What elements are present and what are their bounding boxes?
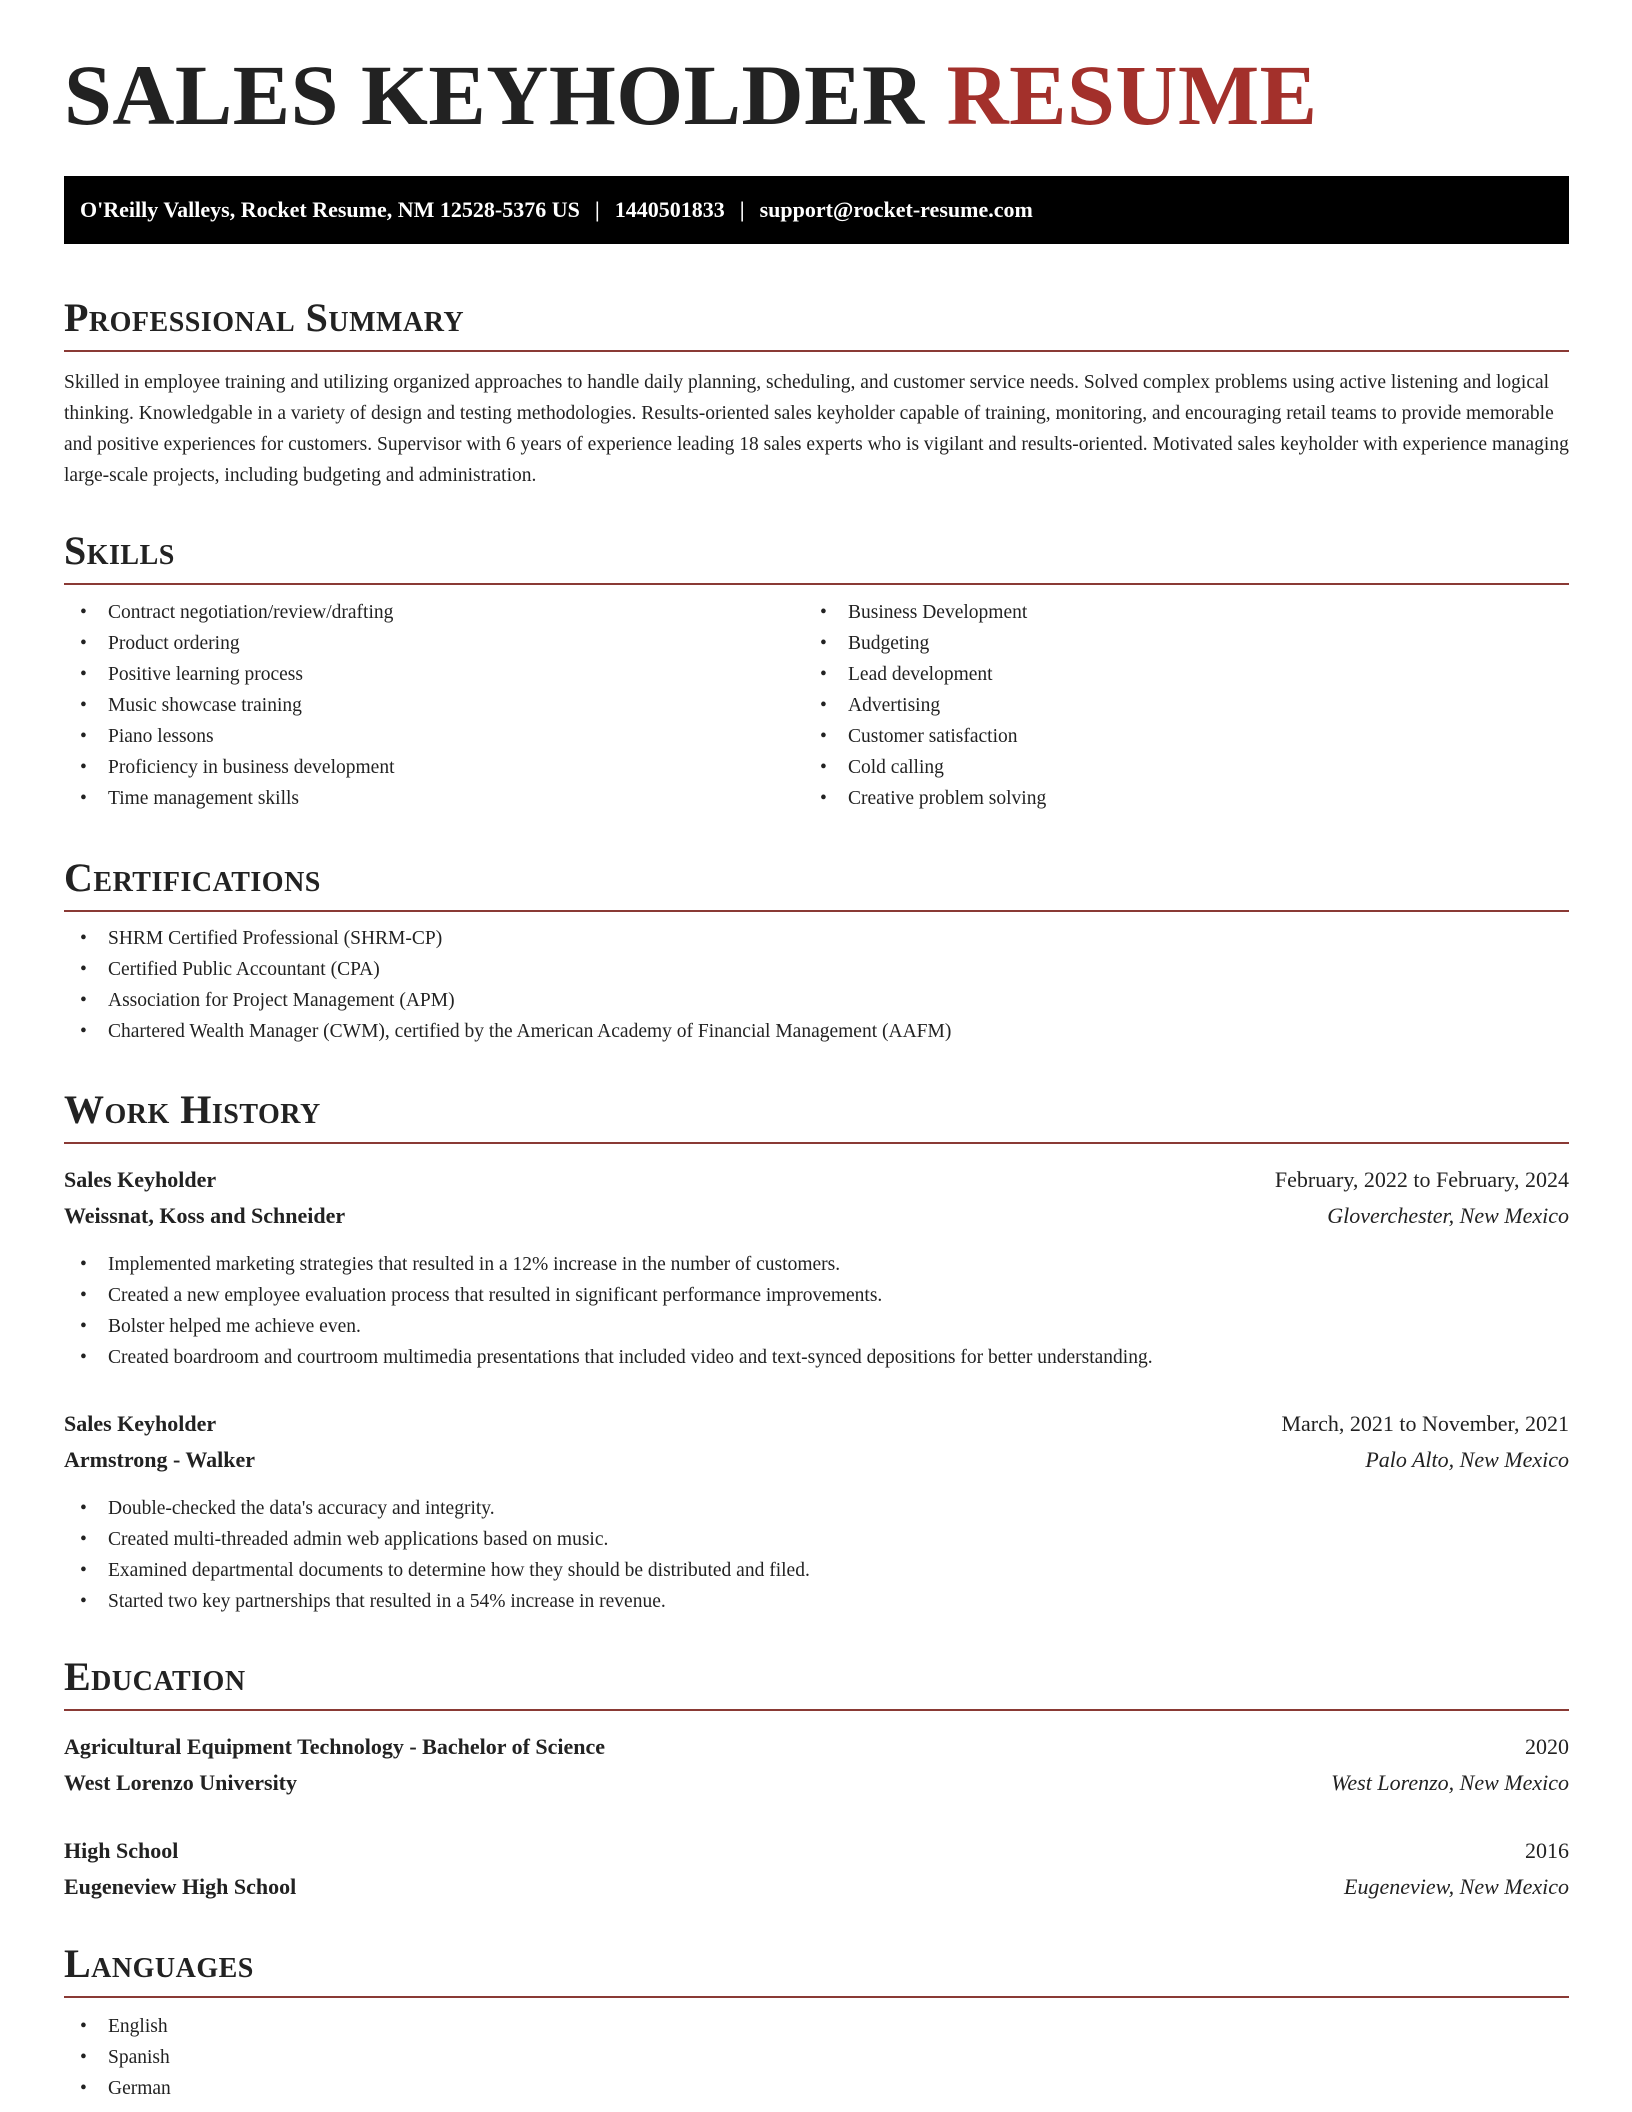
job-bullet: • Implemented marketing strategies that resulted in a 12% increase in the number of customers. <box>64 1249 1153 1280</box>
contact-bar <box>64 176 1569 244</box>
certification-item: • SHRM Certified Professional (SHRM-CP) <box>64 923 951 954</box>
job-title-row <box>64 1406 1569 1442</box>
contact-address: O'Reilly Valleys, Rocket Resume, NM 12528-5376 US <box>80 197 580 222</box>
education-heading: Education <box>64 1654 246 1699</box>
certifications-list <box>64 923 951 1047</box>
job-bullet: • Created multi-threaded admin web applications based on music. <box>64 1524 810 1555</box>
skills-list-left <box>64 597 394 814</box>
skill-item: • Customer satisfaction <box>804 721 1046 752</box>
education-degree: High School <box>64 1838 179 1863</box>
job-bullets <box>64 1249 1153 1373</box>
certification-item: • Certified Public Accountant (CPA) <box>64 954 951 985</box>
summary-heading: Professional Summary <box>64 295 465 340</box>
title-accent: RESUME <box>946 47 1318 143</box>
education-degree-row <box>64 1833 1569 1869</box>
education-school-row <box>64 1869 1569 1905</box>
skill-item: • Lead development <box>804 659 1046 690</box>
languages-section-heading <box>64 1930 1569 1998</box>
skill-item: • Advertising <box>804 690 1046 721</box>
skill-item: • Contract negotiation/review/drafting <box>64 597 394 628</box>
contact-email: support@rocket-resume.com <box>759 197 1033 222</box>
skills-list-right <box>804 597 1046 814</box>
skill-item: • Creative problem solving <box>804 783 1046 814</box>
job-bullet: • Created a new employee evaluation process that resulted in significant performance improvements. <box>64 1280 1153 1311</box>
resume-title <box>64 47 1318 143</box>
job-bullet: • Bolster helped me achieve even. <box>64 1311 1153 1342</box>
skill-item: • Piano lessons <box>64 721 394 752</box>
job-company-row <box>64 1198 1569 1234</box>
languages-heading: Languages <box>64 1941 254 1986</box>
skill-item: • Music showcase training <box>64 690 394 721</box>
certification-item: • Chartered Wealth Manager (CWM), certified by the American Academy of Financial Management (AAFM) <box>64 1016 951 1047</box>
education-year: 2016 <box>1525 1838 1569 1863</box>
job-company: Weissnat, Koss and Schneider <box>64 1203 346 1228</box>
language-item: • Spanish <box>64 2042 171 2073</box>
job-bullet: • Examined departmental documents to determine how they should be distributed and filed. <box>64 1555 810 1586</box>
skill-item: • Time management skills <box>64 783 394 814</box>
skills-section-heading <box>64 517 1569 585</box>
job-title: Sales Keyholder <box>64 1167 217 1192</box>
job-bullet: • Created boardroom and courtroom multimedia presentations that included video and text-synced depositions for better understanding. <box>64 1342 1153 1373</box>
job-bullets <box>64 1493 810 1617</box>
job-company: Armstrong - Walker <box>64 1447 256 1472</box>
job-dates: February, 2022 to February, 2024 <box>1274 1167 1569 1192</box>
contact-separator: | <box>739 197 745 222</box>
certification-item: • Association for Project Management (APM) <box>64 985 951 1016</box>
skill-item: • Positive learning process <box>64 659 394 690</box>
certifications-heading: Certifications <box>64 855 321 900</box>
skill-item: • Business Development <box>804 597 1046 628</box>
education-school: Eugeneview High School <box>64 1874 297 1899</box>
job-company-row <box>64 1442 1569 1478</box>
contact-phone: 1440501833 <box>614 197 725 222</box>
languages-list <box>64 2011 171 2104</box>
education-degree-row <box>64 1729 1569 1765</box>
education-location: Eugeneview, New Mexico <box>1344 1874 1569 1899</box>
education-section-heading <box>64 1643 1569 1711</box>
summary-text: Skilled in employee training and utilizing organized approaches to handle daily planning, scheduling, and customer service needs. Solved complex problems using active listening and logical thinking. Knowledgable in a variety of design and testing methodologies. Results-oriented sales keyholder capable of training, monitoring, and encouraging retail teams to provide memorable and positive experiences for customers. Supervisor with 6 years of experience leading 18 sales experts who is vigilant and results-oriented. Motivated sales keyholder with experience managing large-scale projects, including budgeting and administration. <box>64 372 1569 486</box>
skill-item: • Product ordering <box>64 628 394 659</box>
job-dates: March, 2021 to November, 2021 <box>1281 1411 1569 1436</box>
skill-item: • Proficiency in business development <box>64 752 394 783</box>
education-degree: Agricultural Equipment Technology - Bachelor of Science <box>64 1734 606 1759</box>
education-year: 2020 <box>1525 1734 1569 1759</box>
work-section-heading <box>64 1076 1569 1144</box>
job-bullet: • Double-checked the data's accuracy and integrity. <box>64 1493 810 1524</box>
job-bullet: • Started two key partnerships that resulted in a 54% increase in revenue. <box>64 1586 810 1617</box>
job-title: Sales Keyholder <box>64 1411 217 1436</box>
title-main: SALES KEYHOLDER <box>64 47 925 143</box>
job-location: Gloverchester, New Mexico <box>1327 1203 1569 1228</box>
language-item: • English <box>64 2011 171 2042</box>
summary-section-heading <box>64 284 1569 352</box>
job-title-row <box>64 1162 1569 1198</box>
skill-item: • Budgeting <box>804 628 1046 659</box>
skills-heading: Skills <box>64 528 175 573</box>
language-item: • German <box>64 2073 171 2104</box>
skill-item: • Cold calling <box>804 752 1046 783</box>
job-location: Palo Alto, New Mexico <box>1365 1447 1569 1472</box>
certifications-section-heading <box>64 844 1569 912</box>
education-location: West Lorenzo, New Mexico <box>1331 1770 1569 1795</box>
education-school-row <box>64 1765 1569 1801</box>
work-heading: Work History <box>64 1087 321 1132</box>
contact-separator: | <box>594 197 600 222</box>
education-school: West Lorenzo University <box>64 1770 298 1795</box>
